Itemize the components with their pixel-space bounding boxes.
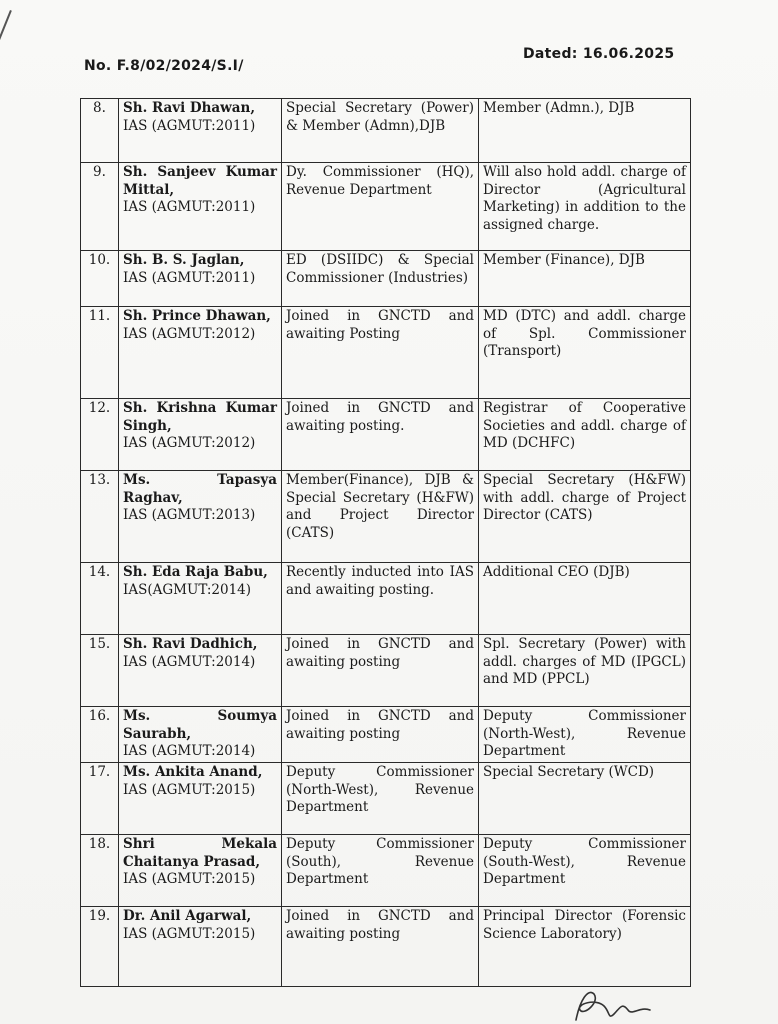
new-posting-cell: Additional CEO (DJB) [479, 563, 691, 635]
present-posting-cell: ED (DSIIDC) & Special Commissioner (Industries) [282, 251, 479, 307]
officer-name-cell [119, 307, 282, 399]
present-posting-cell: Special Secretary (Power) & Member (Admn),DJB [282, 99, 479, 163]
table-row [81, 251, 691, 307]
serial-number-cell: 16. [81, 707, 119, 763]
new-posting-cell: Special Secretary (H&FW) with addl. charge of Project Director (CATS) [479, 471, 691, 563]
present-posting-cell: Joined in GNCTD and awaiting posting [282, 907, 479, 987]
table-row [81, 563, 691, 635]
present-posting-cell: Member(Finance), DJB & Special Secretary (H&FW) and Project Director (CATS) [282, 471, 479, 563]
order-date: Dated: 16.06.2025 [523, 46, 675, 62]
new-posting-cell: Principal Director (Forensic Science Laboratory) [479, 907, 691, 987]
officer-name-cell [119, 399, 282, 471]
officer-name: Dr. Anil Agarwal, [123, 908, 252, 924]
serial-number-cell: 11. [81, 307, 119, 399]
table-row [81, 99, 691, 163]
officer-service-batch: IAS (AGMUT:2015) [123, 871, 256, 887]
officer-name-cell [119, 635, 282, 707]
table-row [81, 835, 691, 907]
serial-number-cell: 10. [81, 251, 119, 307]
margin-pen-mark [0, 10, 12, 102]
present-posting-cell: Joined in GNCTD and awaiting posting [282, 635, 479, 707]
serial-number-cell: 8. [81, 99, 119, 163]
table-row [81, 707, 691, 763]
officer-name: Ms. Ankita Anand, [123, 764, 263, 780]
officer-service-batch: IAS (AGMUT:2015) [123, 925, 256, 942]
officer-name: Sh. Ravi Dhawan, [123, 100, 256, 116]
table-row [81, 907, 691, 987]
officer-name: Sh. Eda Raja Babu, [123, 564, 268, 580]
serial-number-cell: 17. [81, 763, 119, 835]
officer-name-cell [119, 763, 282, 835]
table-row [81, 635, 691, 707]
serial-number-cell: 15. [81, 635, 119, 707]
officer-name: Sh. Sanjeev Kumar Mittal, [123, 164, 277, 198]
officer-name: Ms. Soumya Saurabh, [123, 708, 277, 742]
officer-service-batch: IAS (AGMUT:2013) [123, 507, 256, 523]
officer-service-batch: IAS (AGMUT:2014) [123, 743, 256, 759]
officer-name-cell [119, 163, 282, 251]
table-row [81, 163, 691, 251]
officer-name: Sh. B. S. Jaglan, [123, 252, 245, 268]
posting-orders-table [80, 98, 691, 987]
officer-name-cell [119, 99, 282, 163]
present-posting-cell: Joined in GNCTD and awaiting posting [282, 707, 479, 763]
serial-number-cell: 19. [81, 907, 119, 987]
officer-name: Ms. Tapasya Raghav, [123, 472, 277, 506]
signature-scribble [570, 980, 660, 1024]
new-posting-cell: Member (Finance), DJB [479, 251, 691, 307]
table-row [81, 471, 691, 563]
present-posting-cell: Deputy Commissioner (South), Revenue Department [282, 835, 479, 907]
officer-name-cell [119, 707, 282, 763]
table-row [81, 399, 691, 471]
new-posting-cell: Registrar of Cooperative Societies and addl. charge of MD (DCHFC) [479, 399, 691, 471]
present-posting-cell: Deputy Commissioner (North-West), Revenue Department [282, 763, 479, 835]
officer-name: Shri Mekala Chaitanya Prasad, [123, 836, 277, 870]
present-posting-cell: Joined in GNCTD and awaiting Posting [282, 307, 479, 399]
table-row [81, 763, 691, 835]
officer-name: Sh. Prince Dhawan, [123, 308, 271, 324]
new-posting-cell: Deputy Commissioner (South-West), Revenue Department [479, 835, 691, 907]
officer-name-cell [119, 835, 282, 907]
officer-service-batch: IAS (AGMUT:2015) [123, 781, 256, 798]
serial-number-cell: 14. [81, 563, 119, 635]
new-posting-cell: Member (Admn.), DJB [479, 99, 691, 163]
new-posting-cell: MD (DTC) and addl. charge of Spl. Commissioner (Transport) [479, 307, 691, 399]
officer-service-batch: IAS (AGMUT:2012) [123, 325, 256, 342]
new-posting-cell: Special Secretary (WCD) [479, 763, 691, 835]
officer-service-batch: IAS (AGMUT:2011) [123, 199, 256, 215]
officer-name-cell [119, 251, 282, 307]
table-row [81, 307, 691, 399]
officer-name: Sh. Ravi Dadhich, [123, 636, 258, 652]
officer-name-cell [119, 471, 282, 563]
officer-service-batch: IAS (AGMUT:2012) [123, 435, 256, 451]
officer-service-batch: IAS (AGMUT:2011) [123, 117, 256, 134]
new-posting-cell: Spl. Secretary (Power) with addl. charges of MD (IPGCL) and MD (PPCL) [479, 635, 691, 707]
officer-service-batch: IAS (AGMUT:2014) [123, 653, 256, 670]
new-posting-cell: Deputy Commissioner (North-West), Revenue Department [479, 707, 691, 763]
officer-name: Sh. Krishna Kumar Singh, [123, 400, 277, 434]
present-posting-cell: Dy. Commissioner (HQ), Revenue Department [282, 163, 479, 251]
file-reference-number: No. F.8/02/2024/S.I/ [84, 58, 244, 74]
present-posting-cell: Recently inducted into IAS and awaiting posting. [282, 563, 479, 635]
present-posting-cell: Joined in GNCTD and awaiting posting. [282, 399, 479, 471]
serial-number-cell: 13. [81, 471, 119, 563]
officer-name-cell [119, 907, 282, 987]
serial-number-cell: 12. [81, 399, 119, 471]
serial-number-cell: 18. [81, 835, 119, 907]
new-posting-cell: Will also hold addl. charge of Director (Agricultural Marketing) in addition to the assigned charge. [479, 163, 691, 251]
officer-name-cell [119, 563, 282, 635]
officer-service-batch: IAS (AGMUT:2011) [123, 269, 256, 286]
officer-service-batch: IAS(AGMUT:2014) [123, 581, 252, 598]
serial-number-cell: 9. [81, 163, 119, 251]
